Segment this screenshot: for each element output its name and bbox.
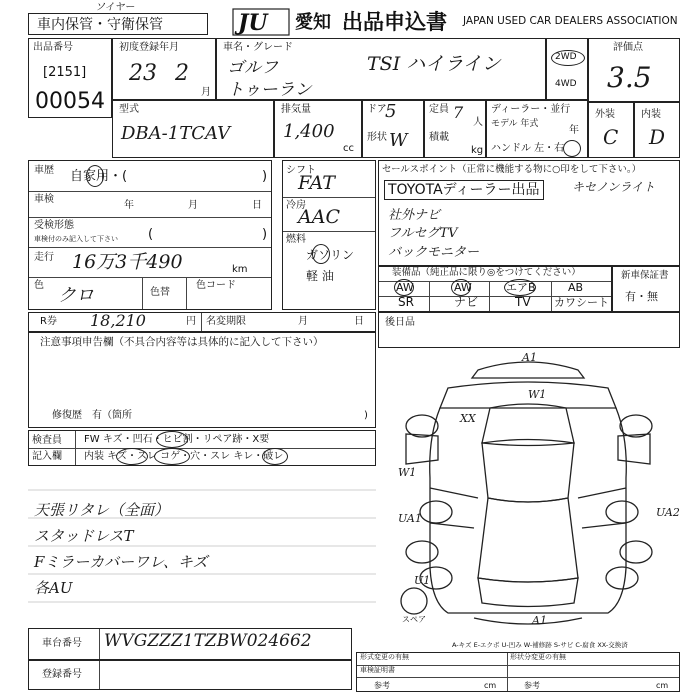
interior-grade: D <box>649 125 666 149</box>
interior-label: 内装 <box>641 109 661 120</box>
remark-4: 各AU <box>34 579 73 597</box>
car-name-box <box>216 38 546 100</box>
remark-1: 天張リタレ（全面） <box>34 501 170 519</box>
first-registration-year: 23 <box>129 61 157 86</box>
remark-3: Fミラーカバーワレ、キズ <box>34 553 208 571</box>
diagram-legend: A-キズ E-エクボ U-凹み W-補修跡 S-サビ C-腐食 XX-交換済 <box>452 641 628 649</box>
shift-label: シフト <box>286 165 316 176</box>
diagram-mark-left-rear-door: UA1 <box>398 512 422 525</box>
first-registration-month: 2 <box>175 61 189 86</box>
first-registration-box <box>112 38 216 100</box>
diagram-mark-fender: XX <box>460 412 476 425</box>
inspector-circle-4 <box>262 448 288 465</box>
repair-close: ) <box>364 410 368 421</box>
evaluation-label: 評価点 <box>613 42 643 53</box>
diagram-mark-front: A1 <box>522 351 537 364</box>
displacement-box <box>274 100 362 158</box>
acceptance-paren-open: ( <box>148 227 154 242</box>
inspector-row-2: 内装 キズ・スレ コゲ・穴・スレ キレ・破レ <box>84 451 284 462</box>
sales-point-item-2: 社外ナビ <box>388 208 441 223</box>
acceptance-label: 受検形態 <box>34 220 74 231</box>
lot-code: [2151] <box>43 65 87 80</box>
equipment-r2-c1: SR <box>398 295 414 309</box>
load-unit: kg <box>471 145 484 156</box>
equipment-r2-c2: ナビ <box>454 295 479 309</box>
form-change-ref-1: 参考 <box>374 681 390 690</box>
inspector-row-1: FW キズ・凹石・ヒビ割・リペア跡・X要 <box>84 434 270 445</box>
notes-label: 注意事項申告欄（不具合内容等は具体的に記入して下さい） <box>40 336 324 348</box>
drive-box <box>546 38 588 100</box>
shift-value: FAT <box>298 172 335 194</box>
acceptance-note: 車検付のみ記入して下さい <box>34 235 118 243</box>
car-name-label: 車名・グレード <box>223 42 293 53</box>
inspector-circle-2 <box>116 448 148 465</box>
body-form-label: 形状 <box>367 132 387 143</box>
mileage-value: 16万3千490 <box>72 251 183 273</box>
fuel-selected-circle <box>312 244 330 264</box>
exterior-box <box>588 102 634 158</box>
history-close: ) <box>262 169 268 184</box>
interior-box <box>634 102 680 158</box>
model-code-label: 型式 <box>119 104 139 115</box>
dealer-label: ディーラー・並行 <box>491 104 571 115</box>
equipment-circle-1 <box>394 279 414 296</box>
inspection-day-unit: 日 <box>252 200 262 211</box>
form-change-cert: 車検証明書 <box>360 666 395 674</box>
equipment-label: 装備品（純正品に限り◎をつけてください） <box>392 267 581 278</box>
equipment-circle-3 <box>504 279 536 296</box>
inspector-label: 検査員 <box>32 435 62 446</box>
equipment-r2-c4: カワシート <box>554 296 609 309</box>
form-title: 出品申込書 <box>342 10 447 34</box>
chassis-label: 車台番号 <box>42 638 82 649</box>
diagram-spare-label: スペア <box>402 615 426 624</box>
svg-text:JU: JU <box>238 10 268 36</box>
name-change-month: 月 <box>298 316 308 327</box>
displacement-label: 排気量 <box>281 104 311 115</box>
form-change-ref-2: 参考 <box>524 681 540 690</box>
model-code: DBA-1TCAV <box>121 123 231 144</box>
equipment-r1-c3: エアB <box>506 281 536 294</box>
exterior-label: 外装 <box>595 109 615 120</box>
diagram-mark-hood: W1 <box>528 388 547 401</box>
diagram-mark-left-rear: U1 <box>414 574 431 587</box>
name-change-label: 名変期限 <box>206 316 246 327</box>
drive-option-4wd: 4WD <box>555 79 577 89</box>
door-count: 5 <box>385 101 397 122</box>
storage-label: 車内保管・守衛保管 <box>37 17 163 33</box>
name-change-day: 日 <box>354 316 364 327</box>
evaluation-score: 3.5 <box>607 61 652 94</box>
displacement-unit: cc <box>343 143 354 154</box>
ju-logo <box>232 8 290 36</box>
chassis-number: WVGZZZ1TZBW024662 <box>104 631 312 651</box>
model-code-box <box>112 100 274 158</box>
displacement-value: 1,400 <box>283 121 335 142</box>
recycle-value: 18,210 <box>90 311 146 330</box>
remarks-area <box>28 466 376 626</box>
equipment-r1-c2: AW <box>454 281 472 294</box>
sales-points-label: セールスポイント（正常に機能する物に○印をして下さい。） <box>382 164 642 175</box>
registration-label: 登録番号 <box>42 669 82 680</box>
org-name: 愛知 <box>295 12 331 33</box>
model-year-label: モデル 年式 <box>491 119 539 129</box>
warranty-label: 新車保証書 <box>621 270 669 281</box>
car-grade: TSI ハイライン <box>367 53 501 75</box>
inspector-fill-label: 記入欄 <box>32 451 62 462</box>
equipment-r2-c3: TV <box>515 295 531 309</box>
form-change-unit-1: cm <box>484 681 497 690</box>
capacity-value: 7 <box>453 103 464 122</box>
inspection-year-unit: 年 <box>124 200 134 211</box>
handwritten-top-note: ソイヤー <box>95 2 135 13</box>
diagram-mark-left-door: W1 <box>398 466 417 479</box>
recycle-row <box>28 312 376 332</box>
after-seat-box <box>378 312 680 348</box>
color-value: クロ <box>58 285 94 306</box>
lot-number-box <box>28 38 112 118</box>
handle-label: ハンドル 左・右 <box>491 143 565 154</box>
form-change-label: 形式変更の有無 <box>360 653 409 661</box>
recycle-label: R券 <box>40 316 57 327</box>
after-seat-label: 後日品 <box>385 317 415 328</box>
sales-points-badge: TOYOTAディーラー出品 <box>384 180 544 200</box>
car-sub-name: トゥーラン <box>227 80 312 100</box>
mileage-unit: km <box>232 264 248 275</box>
handle-selected-circle <box>563 140 581 157</box>
sales-point-item-1: キセノンライト <box>572 180 656 194</box>
org-english-name: JAPAN USED CAR DEALERS ASSOCIATION <box>463 15 678 27</box>
repair-label: 修復歴 有（箇所 <box>52 410 132 421</box>
first-registration-month-unit: 月 <box>201 87 211 98</box>
equipment-circle-2 <box>451 279 471 296</box>
car-name: ゴルフ <box>227 58 278 78</box>
form-change-unit-2: cm <box>656 681 669 690</box>
equipment-r1-c1: AW <box>396 281 414 294</box>
inspection-month-unit: 月 <box>188 200 198 211</box>
first-registration-label: 初度登録年月 <box>119 42 179 53</box>
load-label: 積載 <box>429 132 449 143</box>
storage-label-box <box>28 13 208 35</box>
history-label: 車歴 <box>34 165 54 176</box>
dealer-box <box>486 100 588 158</box>
history-value: 自家用・( <box>70 169 128 184</box>
capacity-unit: 人 <box>473 117 483 128</box>
cooling-label: 冷房 <box>286 200 306 211</box>
door-label: ドア <box>367 104 387 115</box>
exterior-grade: C <box>603 125 619 149</box>
color-code-label: 色コード <box>196 280 236 291</box>
capacity-box <box>424 100 486 158</box>
equipment-r1-c4: AB <box>568 281 584 294</box>
warranty-box <box>612 266 680 312</box>
capacity-label: 定員 <box>429 104 449 115</box>
color-change-label: 色替 <box>150 287 170 298</box>
sales-point-item-4: バックモニター <box>388 245 480 260</box>
acceptance-paren-close: ) <box>262 227 268 242</box>
fuel-alt: 軽 油 <box>306 269 334 283</box>
sales-point-item-3: フルセグTV <box>388 226 458 241</box>
history-selected-circle <box>86 165 104 187</box>
model-year-unit: 年 <box>569 125 579 136</box>
drive-option-2wd: 2WD <box>555 52 577 62</box>
color-label: 色 <box>34 280 44 291</box>
warranty-options: 有・無 <box>625 290 658 303</box>
form-change-note: 形状分変更の有無 <box>510 653 566 661</box>
evaluation-box <box>588 38 680 102</box>
inspection-label: 車検 <box>34 194 54 205</box>
diagram-mark-right-side: UA2 <box>656 506 680 519</box>
cooling-value: AAC <box>298 206 340 228</box>
mileage-label: 走行 <box>34 252 54 263</box>
inspector-circle-1 <box>156 431 188 448</box>
lot-number: 00054 <box>35 89 105 114</box>
body-form: W <box>389 130 408 151</box>
door-box <box>362 100 424 158</box>
remark-2: スタッドレスT <box>34 527 134 545</box>
fuel-value: ガソリン <box>306 248 355 262</box>
diagram-mark-rear: A1 <box>532 614 547 627</box>
inspector-circle-3 <box>154 448 190 465</box>
recycle-unit: 円 <box>186 316 196 327</box>
lot-number-label: 出品番号 <box>33 42 73 53</box>
fuel-label: 燃料 <box>286 234 306 245</box>
